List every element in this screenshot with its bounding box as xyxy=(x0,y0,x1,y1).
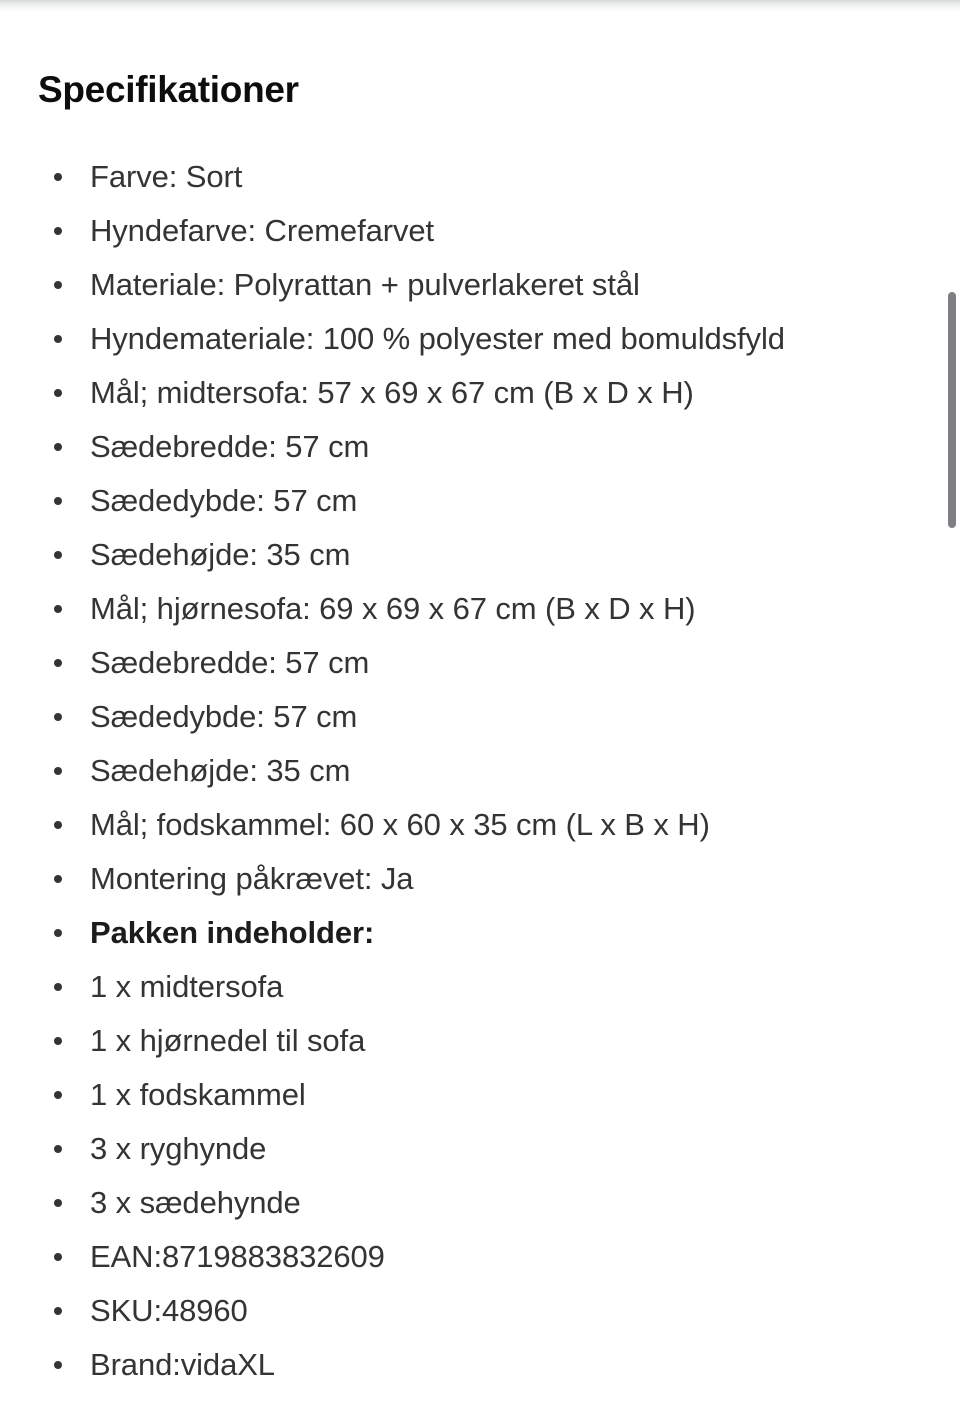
bullet-icon xyxy=(54,173,62,181)
page-title: Specifikationer xyxy=(38,69,299,110)
bullet-icon xyxy=(54,659,62,667)
bullet-icon xyxy=(54,335,62,343)
list-item-label: Brand:vidaXL xyxy=(90,1347,275,1382)
list-item xyxy=(0,744,930,798)
bullet-icon xyxy=(54,929,62,937)
list-item-label: 1 x hjørnedel til sofa xyxy=(90,1023,366,1058)
bullet-icon xyxy=(54,227,62,235)
bullet-icon xyxy=(54,1253,62,1261)
bullet-icon xyxy=(54,605,62,613)
list-item-label: Mål; fodskammel: 60 x 60 x 35 cm (L x B x H) xyxy=(90,807,710,842)
list-item-label: Sædedybde: 57 cm xyxy=(90,483,358,518)
list-item-label: 1 x fodskammel xyxy=(90,1077,306,1112)
list-item-label: Materiale: Polyrattan + pulverlakeret stål xyxy=(90,267,640,302)
list-item xyxy=(0,366,930,420)
list-item xyxy=(0,420,930,474)
list-item xyxy=(0,474,930,528)
list-item-label: Mål; hjørnesofa: 69 x 69 x 67 cm (B x D x H) xyxy=(90,591,696,626)
vertical-scrollbar-track[interactable] xyxy=(942,0,960,1409)
bullet-icon xyxy=(54,551,62,559)
list-item-label: 3 x sædehynde xyxy=(90,1185,301,1220)
bullet-icon xyxy=(54,281,62,289)
bullet-icon xyxy=(54,443,62,451)
bullet-icon xyxy=(54,1361,62,1369)
list-item xyxy=(0,582,930,636)
list-item xyxy=(0,528,930,582)
list-item-label: Sædebredde: 57 cm xyxy=(90,429,370,464)
bullet-icon xyxy=(54,1145,62,1153)
list-item-label: SKU:48960 xyxy=(90,1293,248,1328)
list-item-label: EAN:8719883832609 xyxy=(90,1239,385,1274)
list-item xyxy=(0,1338,930,1392)
list-item-label: Montering påkrævet: Ja xyxy=(90,861,414,896)
list-item-label: 3 x ryghynde xyxy=(90,1131,267,1166)
list-item-label: Sædebredde: 57 cm xyxy=(90,645,370,680)
bullet-icon xyxy=(54,821,62,829)
list-item xyxy=(0,1176,930,1230)
bullet-icon xyxy=(54,1307,62,1315)
list-item-label: Mål; midtersofa: 57 x 69 x 67 cm (B x D x H) xyxy=(90,375,694,410)
bullet-icon xyxy=(54,713,62,721)
vertical-scrollbar-thumb[interactable] xyxy=(948,292,956,528)
bullet-icon xyxy=(54,767,62,775)
list-item-label: Sædehøjde: 35 cm xyxy=(90,537,351,572)
bullet-icon xyxy=(54,389,62,397)
list-item-label: Farve: Sort xyxy=(90,159,243,194)
list-item xyxy=(0,1014,930,1068)
list-item xyxy=(0,636,930,690)
list-item-label: Sædedybde: 57 cm xyxy=(90,699,358,734)
list-item xyxy=(0,1284,930,1338)
list-item xyxy=(0,150,930,204)
list-item-label: Sædehøjde: 35 cm xyxy=(90,753,351,788)
list-item xyxy=(0,852,930,906)
list-item xyxy=(0,906,930,960)
bullet-icon xyxy=(54,497,62,505)
bullet-icon xyxy=(54,1037,62,1045)
list-item-label: Pakken indeholder: xyxy=(90,915,375,950)
list-item xyxy=(0,258,930,312)
list-item xyxy=(0,1122,930,1176)
list-item xyxy=(0,204,930,258)
list-item-label: Hyndefarve: Cremefarvet xyxy=(90,213,434,248)
bullet-icon xyxy=(54,1199,62,1207)
bullet-icon xyxy=(54,1091,62,1099)
bullet-icon xyxy=(54,875,62,883)
list-item xyxy=(0,960,930,1014)
specifications-list xyxy=(0,150,930,1392)
list-item xyxy=(0,1230,930,1284)
list-item xyxy=(0,1068,930,1122)
list-item xyxy=(0,690,930,744)
list-item xyxy=(0,798,930,852)
list-item xyxy=(0,312,930,366)
bullet-icon xyxy=(54,983,62,991)
list-item-label: Hyndemateriale: 100 % polyester med bomuldsfyld xyxy=(90,321,785,356)
list-item-label: 1 x midtersofa xyxy=(90,969,284,1004)
